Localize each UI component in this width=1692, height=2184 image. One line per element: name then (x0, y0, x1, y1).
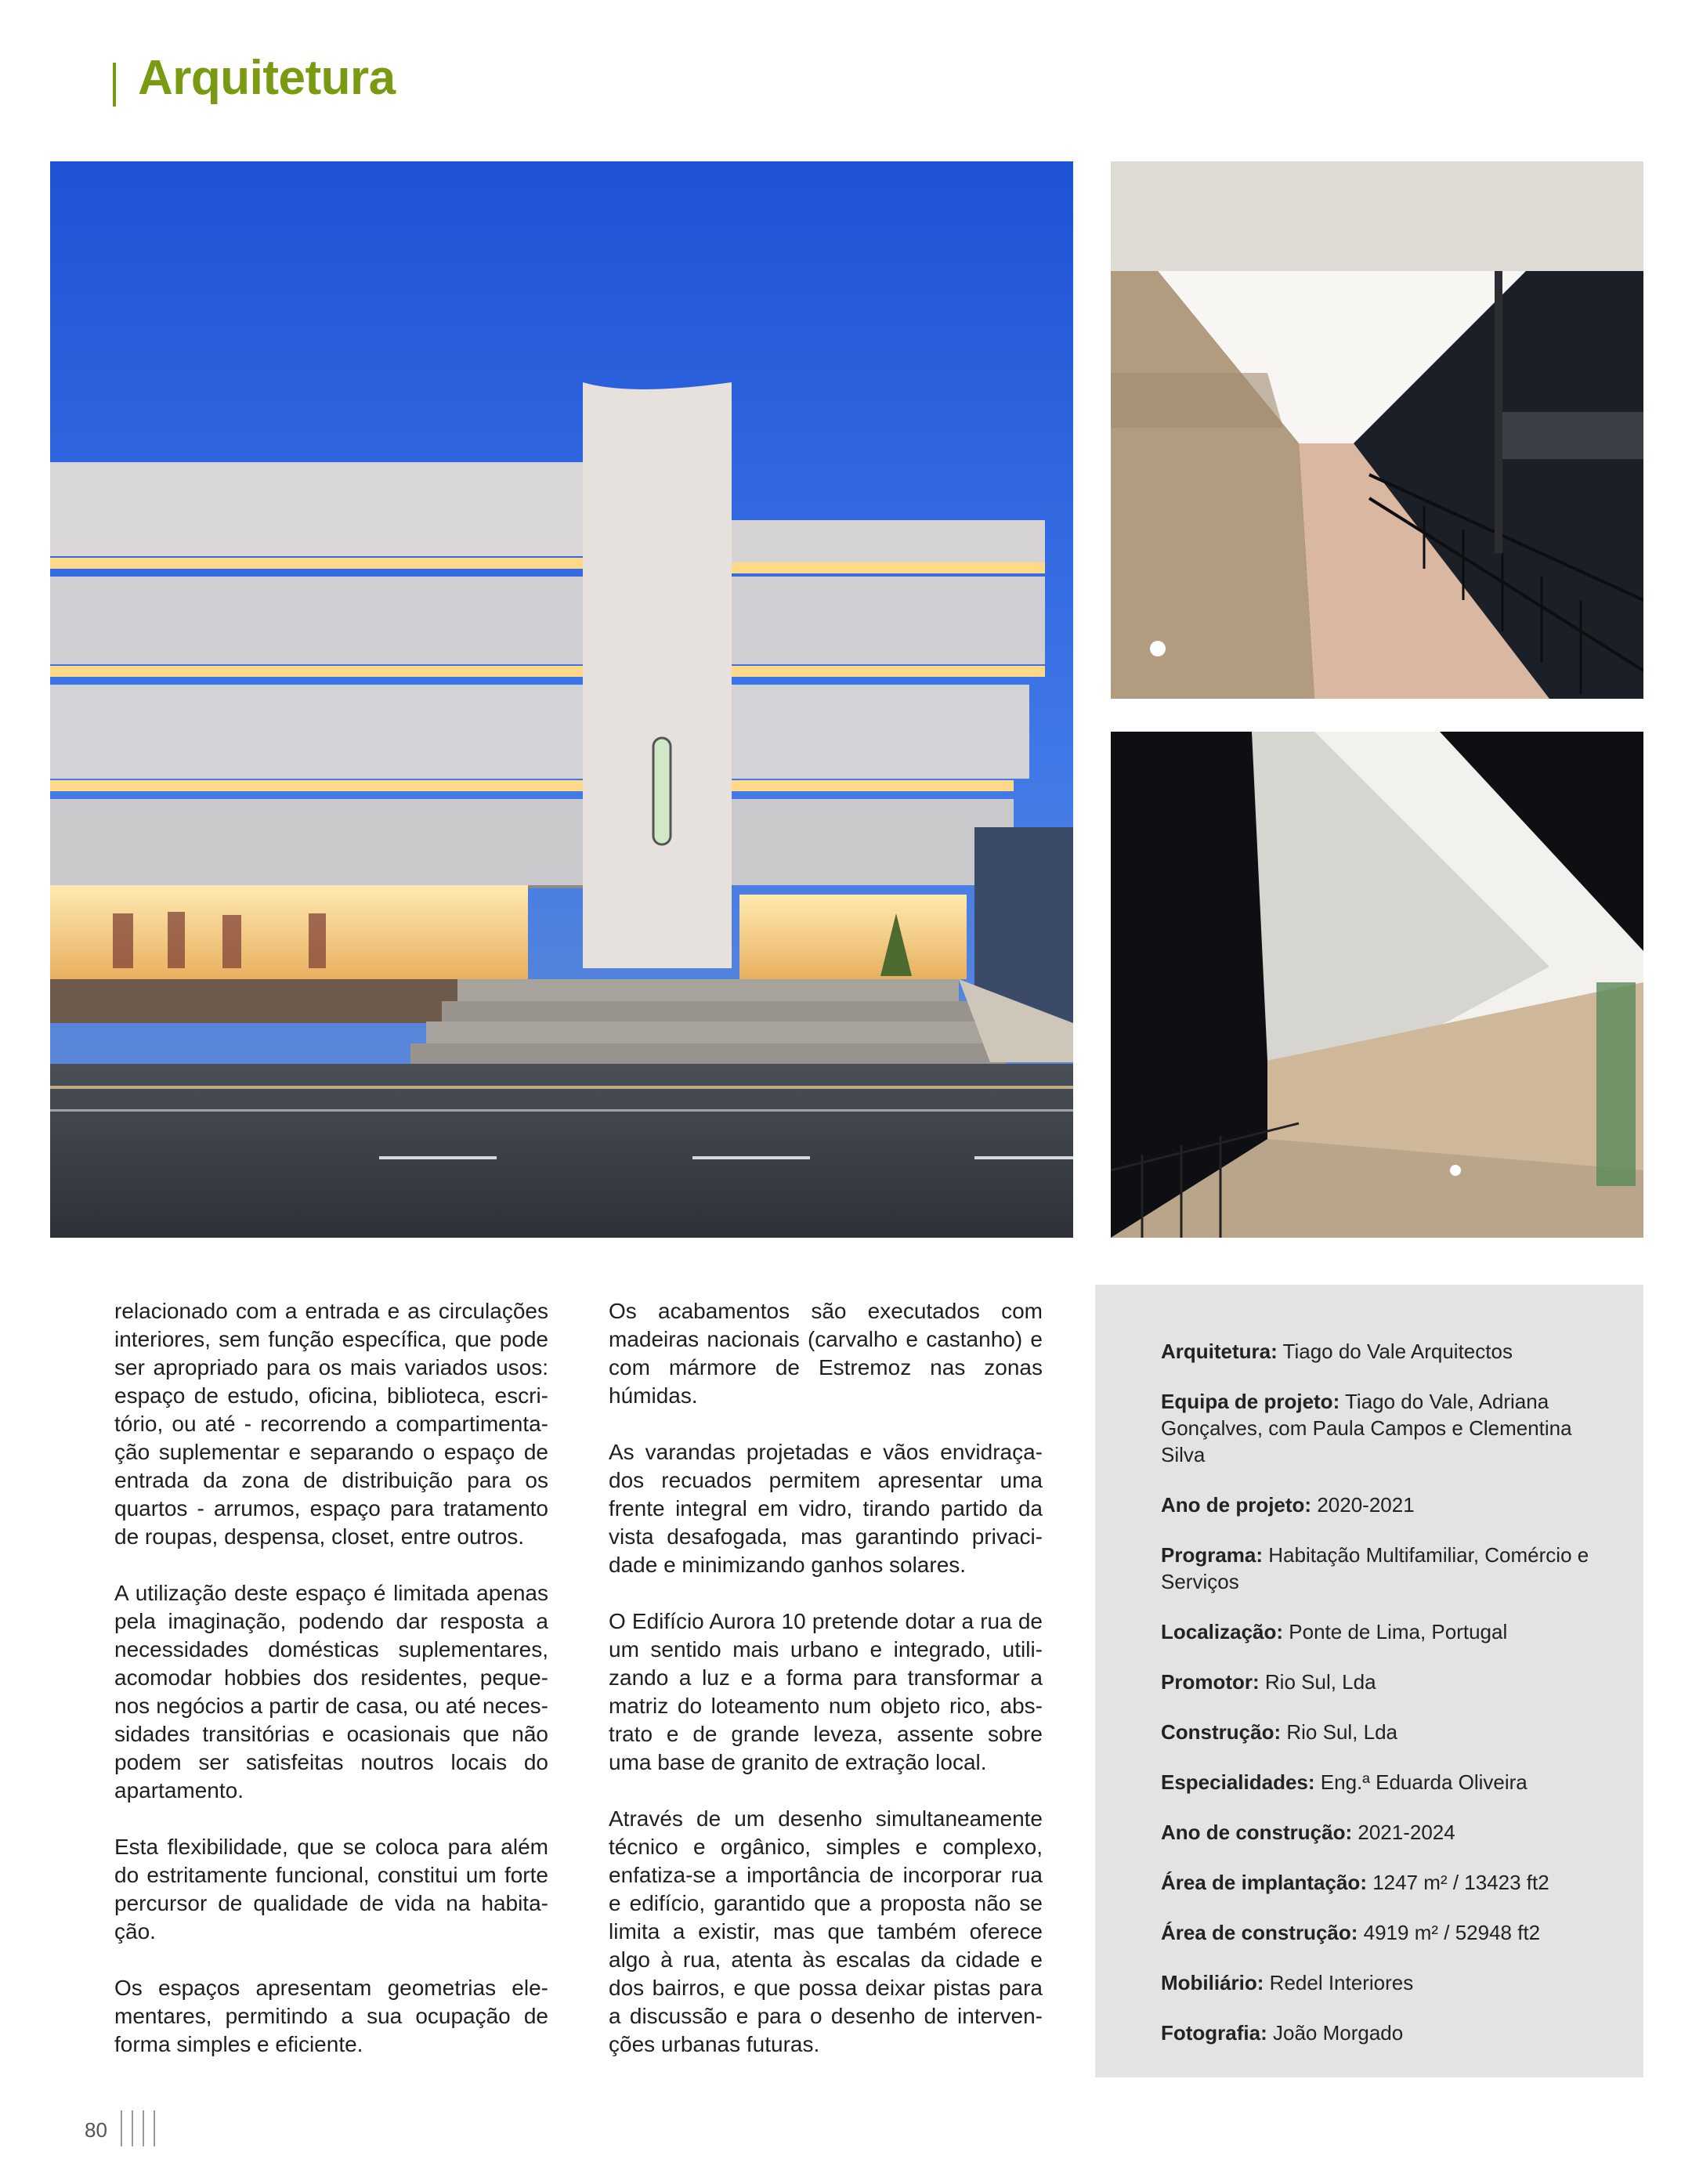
credit-label: Fotografia: (1161, 2021, 1267, 2045)
credit-implantation-area (1161, 1869, 1600, 1896)
credit-label: Promotor: (1161, 1670, 1260, 1694)
paragraph: Os espaços apresentam geometrias elementares, permitindo a sua ocupação de forma simples e eficiente. (114, 1976, 548, 2056)
credit-location (1161, 1618, 1600, 1645)
credit-value: 2020-2021 (1317, 1493, 1415, 1517)
credit-label: Arquitetura: (1161, 1340, 1278, 1363)
footer-decoration (121, 2110, 168, 2146)
paragraph: relacionado com a entrada e as circulações interiores, sem função específica, que pode ser apropriado para os mais variados usos: espaço de estudo, oficina, biblioteca, escritório, ou até - recorrendo a compartimentação suplementar e separando o espaço de entrada da zona de distribuição para os quartos - arrumos, espaço para tratamento de roupas, despensa, closet, entre outros. (114, 1299, 548, 1549)
credit-value: Redel Interiores (1269, 1971, 1414, 1994)
walkway-photo (1111, 161, 1643, 699)
credit-promoter (1161, 1669, 1600, 1695)
credit-specialties (1161, 1769, 1600, 1795)
credit-project-year (1161, 1492, 1600, 1518)
credit-label: Equipa de projeto: (1161, 1390, 1340, 1413)
credit-label: Localização: (1161, 1620, 1284, 1643)
credit-value: João Morgado (1273, 2021, 1404, 2045)
text-column-2 (609, 1297, 1043, 2087)
main-building-photo (50, 161, 1073, 1238)
credit-furniture (1161, 1969, 1600, 1996)
credit-value: 2021-2024 (1358, 1821, 1455, 1844)
credit-value: Tiago do Vale Arquitectos (1282, 1340, 1513, 1363)
credit-label: Programa: (1161, 1543, 1264, 1567)
page-number: 80 (85, 2118, 107, 2142)
text-column-1 (114, 1297, 548, 2087)
credit-value: 1247 m² / 13423 ft2 (1372, 1871, 1549, 1894)
paragraph: As varandas projetadas e vãos envidraçados recuados permitem apresentar uma frente integral em vidro, tirando partido da vista desafogada, mas garantindo privacidade e minimizando ganhos solares. (609, 1440, 1043, 1577)
credit-value: Ponte de Lima, Portugal (1289, 1620, 1508, 1643)
credit-value: Tiago do Vale, Adriana Gonçalves, com Paula Campos e Clementina Silva (1161, 1390, 1572, 1466)
credit-program (1161, 1542, 1600, 1595)
credit-project-team (1161, 1388, 1600, 1468)
entrance-photo (1111, 732, 1643, 1238)
project-credits-panel (1095, 1285, 1643, 2077)
credit-architecture (1161, 1338, 1600, 1365)
credit-construction (1161, 1719, 1600, 1745)
credit-value: Rio Sul, Lda (1286, 1720, 1398, 1744)
credit-label: Ano de projeto: (1161, 1493, 1312, 1517)
credit-label: Ano de construção: (1161, 1821, 1353, 1844)
credit-label: Área de construção: (1161, 1921, 1358, 1944)
credit-value: Rio Sul, Lda (1264, 1670, 1376, 1694)
paragraph: Esta flexibilidade, que se coloca para além do estritamente funcional, constitui um forte percursor de qualidade de vida na habitação. (114, 1835, 548, 1944)
section-title-bar (113, 63, 116, 107)
credit-label: Área de implantação: (1161, 1871, 1367, 1894)
paragraph: Os acabamentos são executados com madeiras nacionais (carvalho e castanho) e com mármore de Estremoz nas zonas húmidas. (609, 1299, 1043, 1408)
paragraph: O Edifício Aurora 10 pretende dotar a rua de um sentido mais urbano e integrado, utilizando a luz e a forma para transformar a matriz do loteamento num objeto rico, abstrato e de grande leveza, assente sobre uma base de granito de extração local. (609, 1609, 1043, 1774)
section-title: Arquitetura (138, 51, 396, 105)
credit-construction-year (1161, 1819, 1600, 1846)
paragraph: Através de um desenho simultaneamente técnico e orgânico, simples e complexo, enfatiza-se a importância de incorporar rua e edifício, garantido que a proposta não se limita a existir, mas que também oferece algo à rua, atenta às escalas da cidade e dos bairros, e que possa deixar pistas para a discussão e para o desenho de intervenções urbanas futuras. (609, 1806, 1043, 2056)
credit-value: 4919 m² / 52948 ft2 (1363, 1921, 1541, 1944)
paragraph: A utilização deste espaço é limitada apenas pela imaginação, podendo dar resposta a necessidades domésticas suplementares, acomodar hobbies dos residentes, pequenos negócios a partir de casa, ou até necessidades transitórias e ocasionais que não podem ser satisfeitas noutros locais do apartamento. (114, 1581, 548, 1803)
credit-value: Eng.ª Eduarda Oliveira (1320, 1770, 1528, 1794)
credit-construction-area (1161, 1919, 1600, 1946)
credit-label: Mobiliário: (1161, 1971, 1264, 1994)
credit-photography (1161, 2019, 1600, 2046)
credit-value: Habitação Multifamiliar, Comércio e Serviços (1161, 1543, 1589, 1593)
credit-label: Construção: (1161, 1720, 1282, 1744)
credit-label: Especialidades: (1161, 1770, 1315, 1794)
